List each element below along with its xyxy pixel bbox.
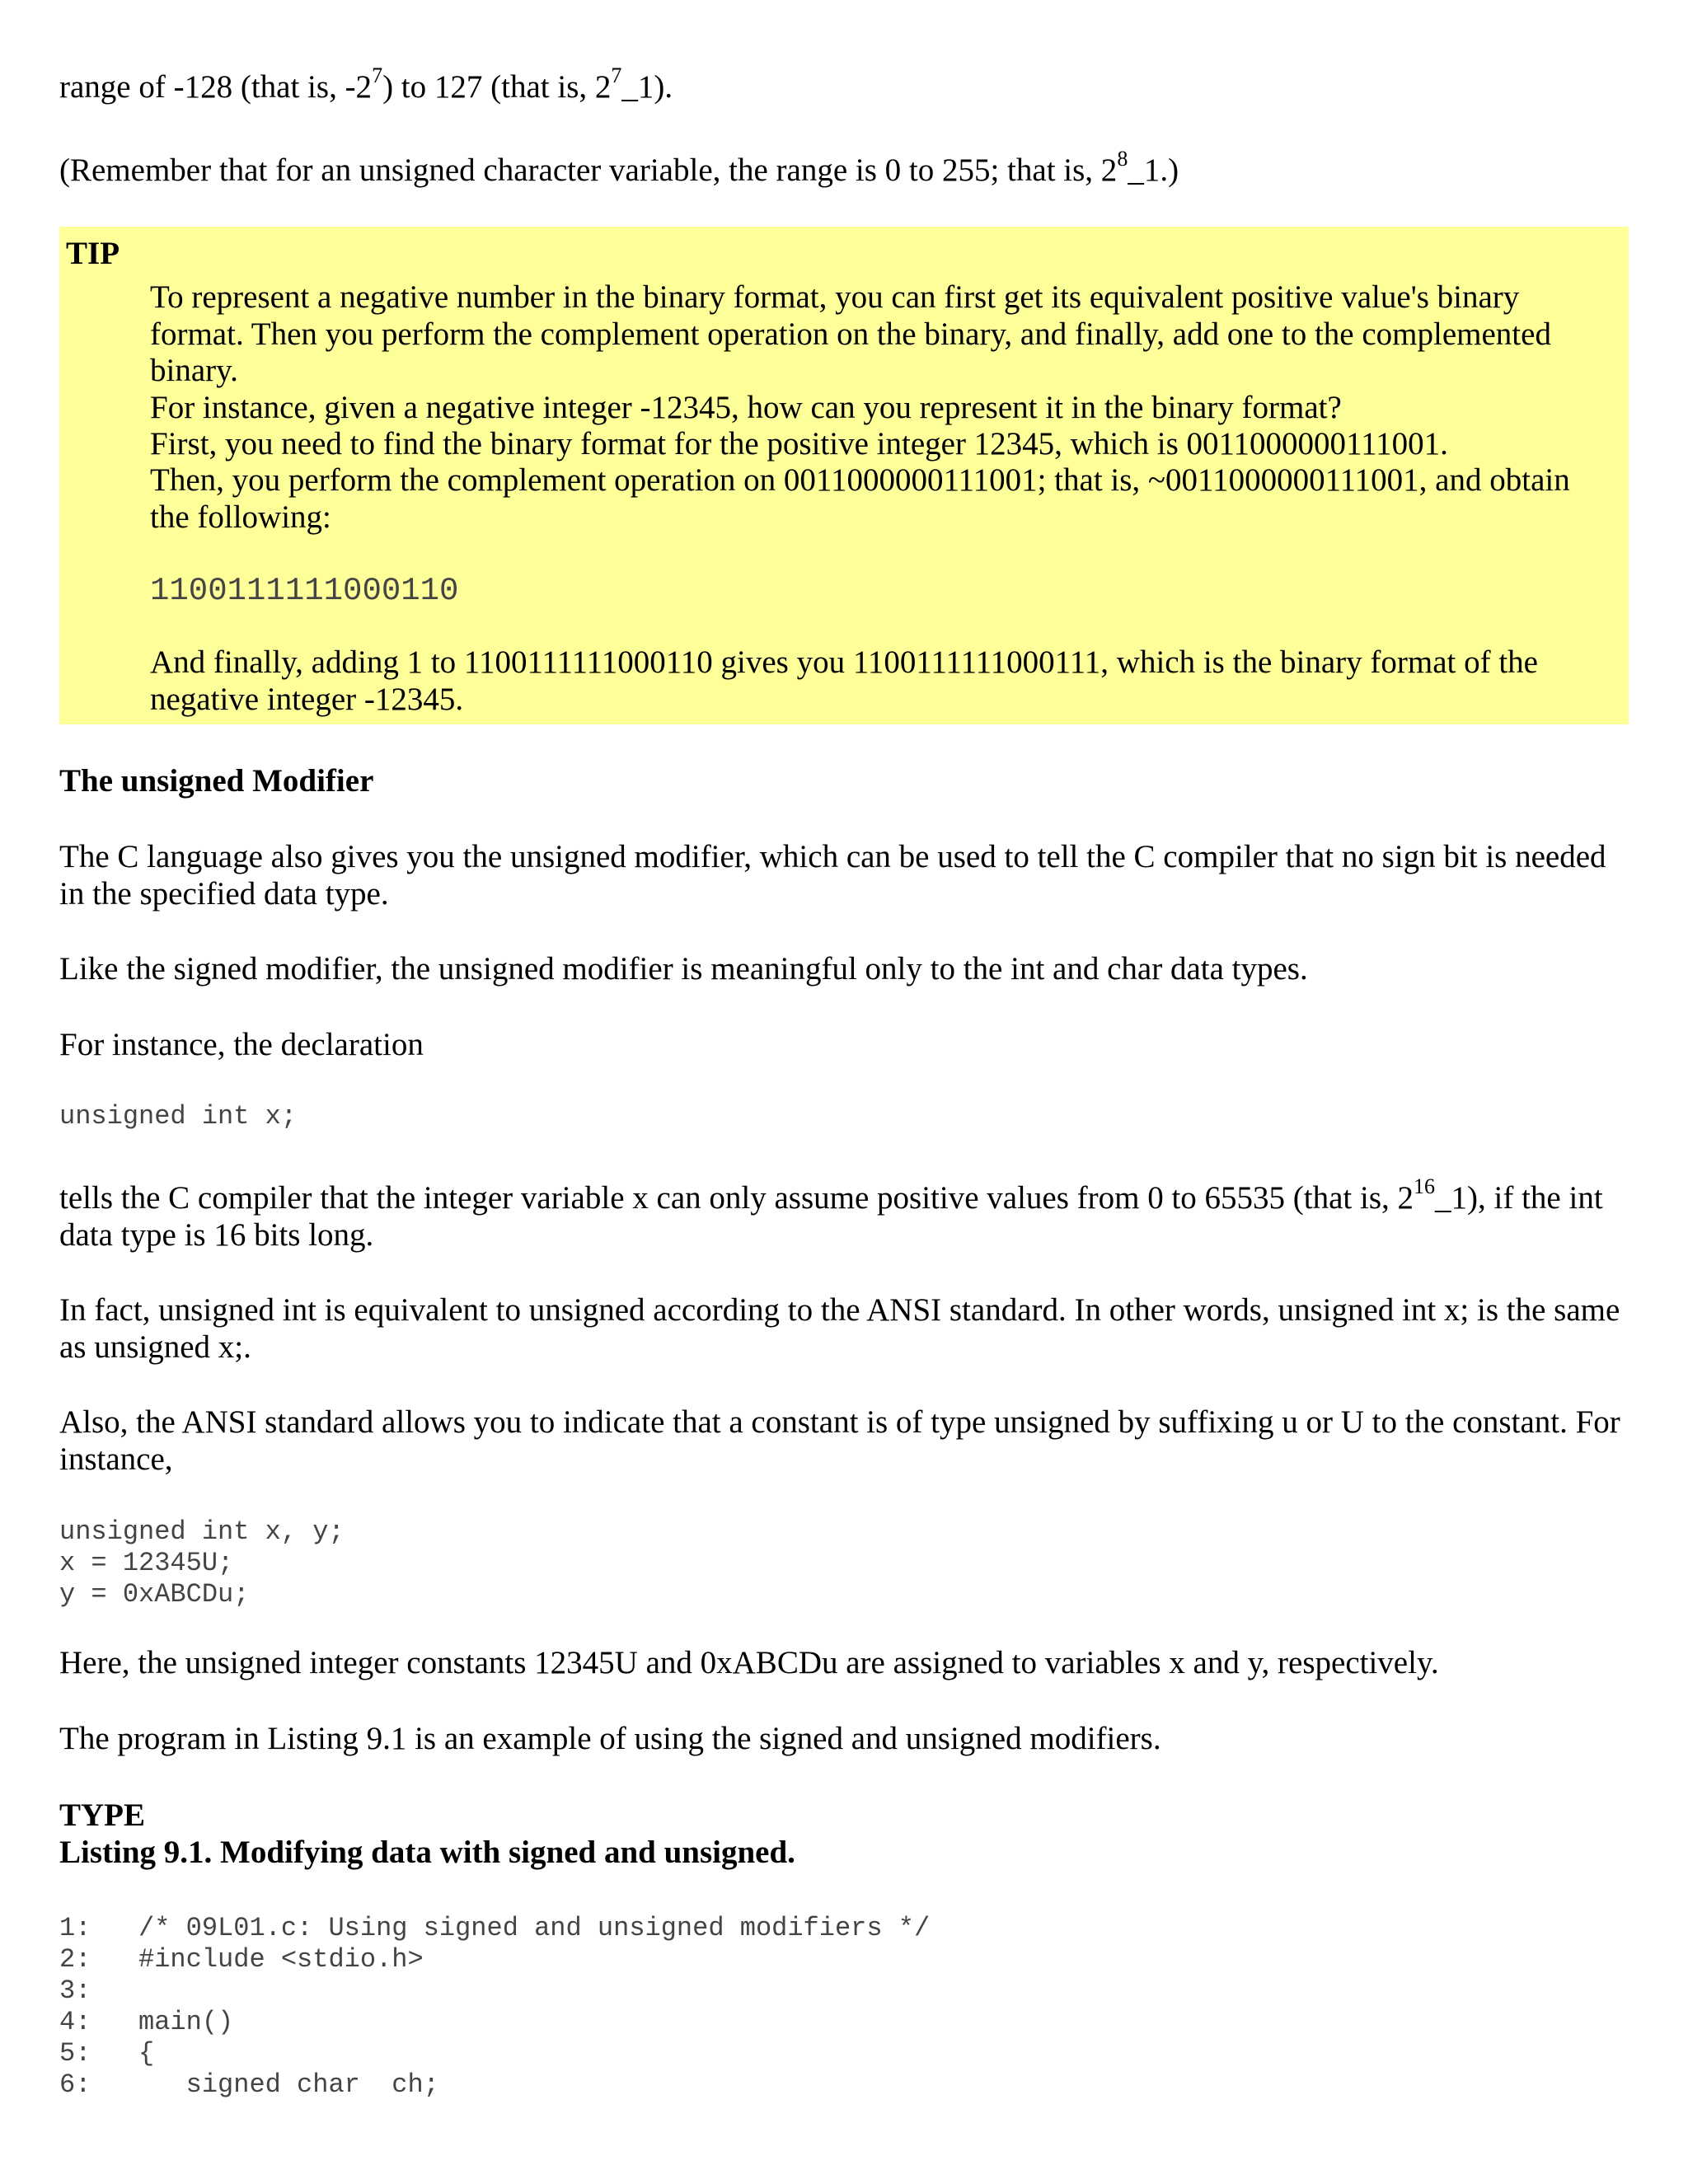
tip-paragraph: And finally, adding 1 to 1100111111000110 gives you 1100111111000111, which is the binary format of the negative integer -12345. — [150, 644, 1538, 717]
superscript: 7 — [611, 63, 622, 87]
range-text-part: _1). — [621, 69, 673, 105]
paragraph: Here, the unsigned integer constants 12345U and 0xABCDu are assigned to variables x and y, respectively. — [59, 1645, 1439, 1680]
tip-paragraph: First, you need to find the binary format for the positive integer 12345, which is 0011000000111001. — [150, 426, 1448, 462]
listing-title: Listing 9.1. Modifying data with signed and unsigned. — [59, 1835, 795, 1870]
tip-code: 1100111111000110 — [150, 573, 459, 609]
unsigned-char-note — [59, 147, 1629, 189]
range-text — [59, 63, 1629, 105]
paragraph — [59, 1174, 1629, 1254]
listing-code: 1: /* 09L01.c: Using signed and unsigned modifiers */ 2: #include <stdio.h> 3: 4: main() 5: { 6: signed char ch; — [59, 1913, 931, 2100]
superscript: 16 — [1414, 1174, 1436, 1198]
paragraph: In fact, unsigned int is equivalent to unsigned according to the ANSI standard. In other words, unsigned int x; is the same as unsigned x;. — [59, 1292, 1620, 1365]
tip-paragraph: For instance, given a negative integer -12345, how can you represent it in the binary format? — [150, 390, 1342, 425]
tip-label: TIP — [66, 236, 120, 271]
note-text-part: (Remember that for an unsigned character variable, the range is 0 to 255; that is, 2 — [59, 152, 1118, 188]
tip-box — [59, 227, 1629, 724]
paragraph-part: _1), if the int data type is 16 bits long. — [59, 1180, 1603, 1253]
paragraph-part: tells the C compiler that the integer variable x can only assume positive values from 0 to 65535 (that is, 2 — [59, 1180, 1414, 1216]
note-text-part: _1.) — [1128, 152, 1179, 188]
range-text-part: ) to 127 (that is, 2 — [382, 69, 612, 105]
paragraph: Like the signed modifier, the unsigned modifier is meaningful only to the int and char data types. — [59, 951, 1308, 987]
type-label: TYPE — [59, 1797, 146, 1833]
tip-paragraph: To represent a negative number in the binary format, you can first get its equivalent positive value's binary format. Then you perform the complement operation on the binary, and finally, add one to the complemented binary. — [150, 279, 1551, 389]
paragraph: The program in Listing 9.1 is an example of using the signed and unsigned modifiers. — [59, 1721, 1161, 1756]
code-block: unsigned int x; — [59, 1101, 298, 1132]
section-heading: The unsigned Modifier — [59, 763, 374, 799]
code-block: unsigned int x, y; x = 12345U; y = 0xABCDu; — [59, 1516, 345, 1610]
range-text-part: range of -128 (that is, -2 — [59, 69, 373, 105]
superscript: 7 — [372, 63, 383, 87]
paragraph: For instance, the declaration — [59, 1027, 424, 1062]
tip-paragraph: Then, you perform the complement operation on 0011000000111001; that is, ~0011000000111001, and obtain the following: — [150, 462, 1570, 535]
paragraph: Also, the ANSI standard allows you to indicate that a constant is of type unsigned by suffixing u or U to the constant. For instance, — [59, 1404, 1620, 1477]
paragraph: The C language also gives you the unsigned modifier, which can be used to tell the C compiler that no sign bit is needed in the specified data type. — [59, 839, 1606, 912]
superscript: 8 — [1117, 147, 1128, 171]
